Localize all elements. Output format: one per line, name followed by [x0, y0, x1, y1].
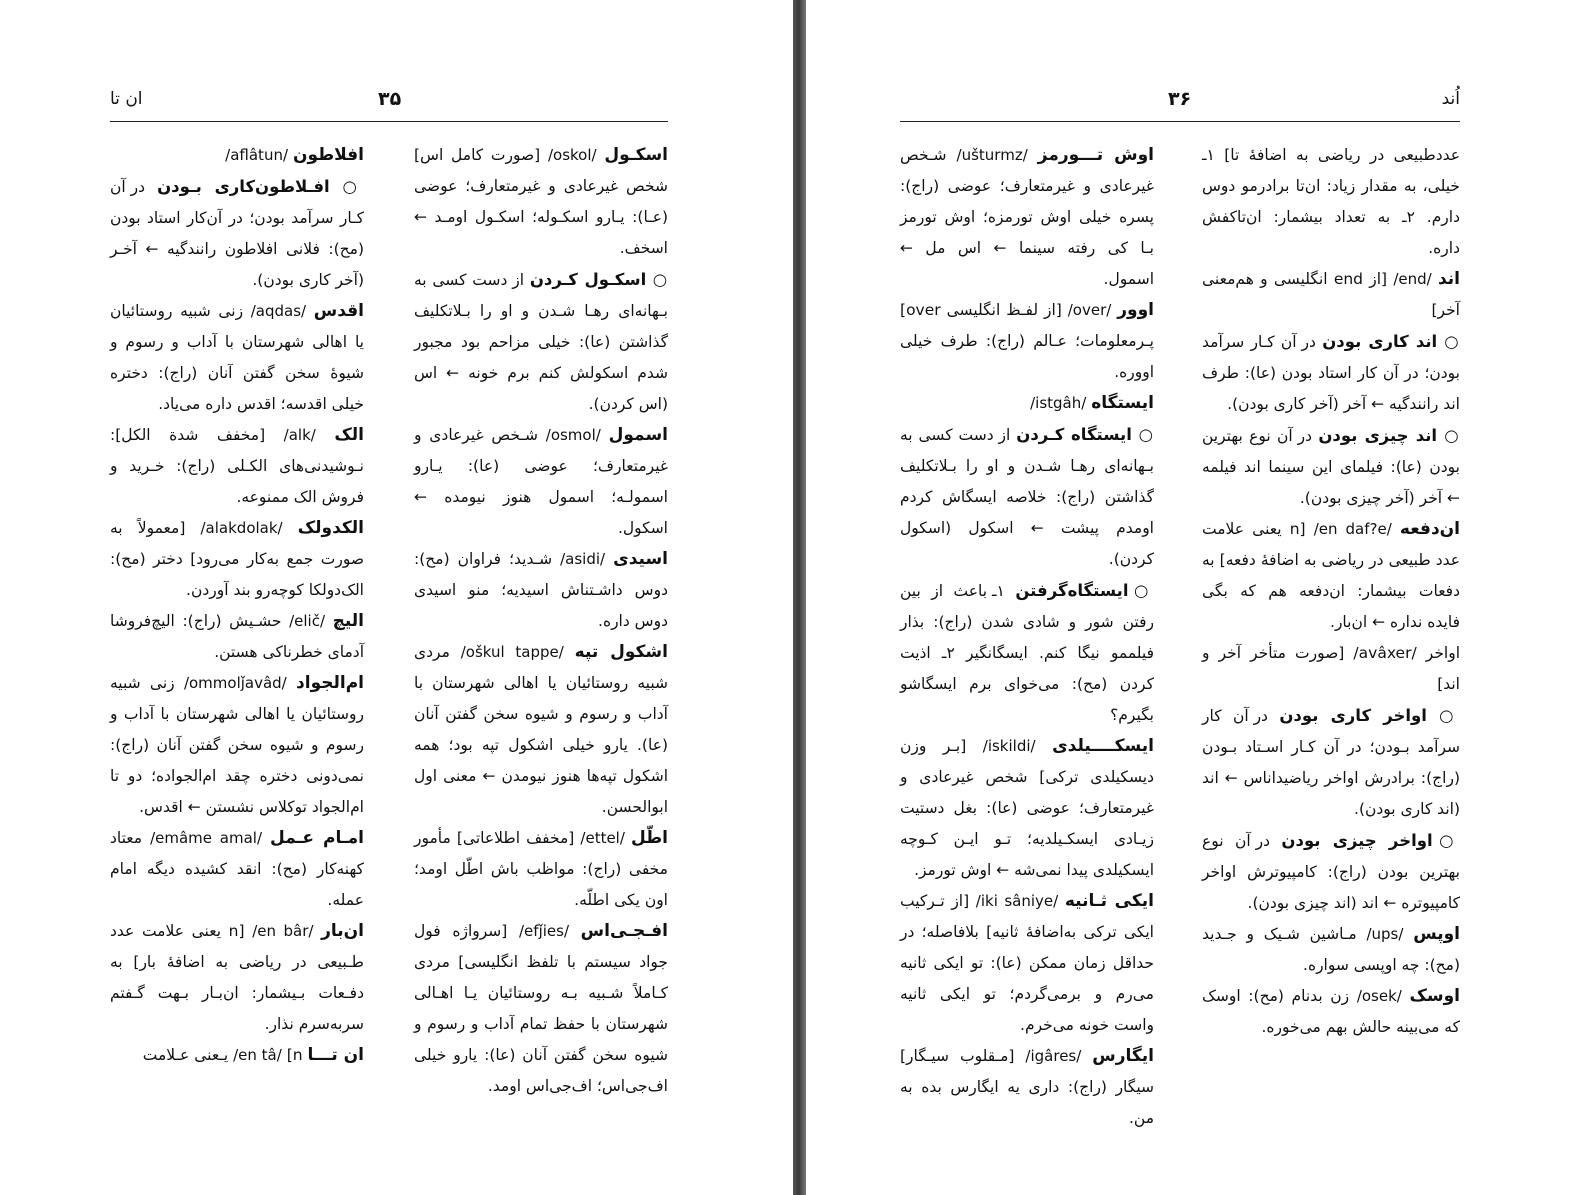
- entry-definition: [از تـرکیب ایکی ترکی به‌اضافهٔ ثانیه] بلافاصله؛ در حداقل زمان ممکن (عا): تو ایکی ثانیه می‌رم و برمی‌گردم؛ تو ایکی ثانیه واست خونه می‌خرم.: [900, 892, 1154, 1034]
- dictionary-entry: [414, 916, 668, 1102]
- dictionary-entry: [110, 668, 364, 823]
- entry-headword: الیچ: [332, 611, 364, 631]
- dictionary-entry: [110, 513, 364, 606]
- entry-transliteration: /elič/: [289, 612, 326, 630]
- entry-transliteration: /iki sâniye/: [975, 892, 1059, 910]
- entry-headword: اند: [1437, 269, 1460, 289]
- entry-definition: شـخص غیرعادی و غیرمتعارف؛ عوضی (عا): یـارو اسمولـه؛ اسمول هنوز نیومده ← اسکول.: [414, 426, 668, 537]
- left-page-header: [110, 84, 668, 114]
- entry-headword: ○ افـلاطون‌کاری بـودن: [157, 177, 365, 196]
- dictionary-entry: [1202, 700, 1460, 825]
- entry-definition: در آن کـار سرآمد بودن؛ در آن‌کار استاد بودن (مح): فلانی افلاطون رانندگیه ← آخـر (آخر کاری بودن).: [110, 178, 364, 289]
- entry-headword: ○ اواخر کاری بودن: [1279, 706, 1460, 725]
- entry-definition: اواخر /avâxer/ [صورت متأخر آخر و اند]: [1202, 644, 1461, 693]
- dictionary-entry: [900, 1041, 1154, 1134]
- dictionary-entry: [414, 544, 668, 637]
- entry-definition: در آن نوع بهترین بودن (عا): فیلمای این سینما اند فیلمه ← آخر (آخر چیزی بودن).: [1202, 427, 1460, 507]
- running-head-right: اُند: [1441, 89, 1460, 109]
- entry-definition: [بـر وزن دیسکیلدی ترکی] شخص غیرعادی و غیرمتعارف؛ عوضی (عا): بغل دستیت زیـادی ایسکـیلدیه؛ تـو ایـن کـوچه ایسکیلدی پیدا نمی‌شه ← اوش تورمز.: [900, 737, 1154, 879]
- entry-definition: [از لفـظ انگلیسی over] پـرمعلومات؛ عـالم (راج): طرف خیلی اووره.: [900, 301, 1154, 381]
- entry-definition: [صورت کامل اس] شخص غیرعادی و غیرمتعارف؛ عوضی (عـا): یـارو اسکـوله؛ اسکـول اومـد ← اسخف.: [414, 146, 668, 257]
- dictionary-entry: [110, 296, 364, 420]
- entry-headword: اوسک: [1409, 986, 1461, 1006]
- dictionary-entry: [900, 731, 1154, 886]
- entry-definition: معتاد کهنه‌کار (مح): انقد کشیده دیگه امام عمله.: [110, 829, 364, 909]
- entry-transliteration: /oskol/: [547, 146, 597, 164]
- dictionary-entry: [1202, 981, 1460, 1043]
- dictionary-entry: [900, 140, 1154, 295]
- entry-transliteration: /alakdolak/: [200, 519, 283, 537]
- entry-headword: امـام عـمل: [270, 828, 364, 848]
- dictionary-entry: [414, 140, 668, 264]
- page-number-35: ۳۵: [378, 88, 402, 110]
- dictionary-entry: [900, 419, 1154, 575]
- right-page-right-column: [1202, 140, 1460, 1070]
- entry-definition: از دست کسی به بـهانه‌ای رهـا شـدن و او را بـلاتکلیف گذاشتن (عا): خیلی مزاحم بود مجبور شدم اسکولش کنم برم خونه ← اس (اس کردن).: [414, 271, 668, 413]
- entry-transliteration: /asidi/: [560, 550, 606, 568]
- entry-definition: [سرواژه فول جواد سیستم با تلفظ انگلیسی] مردی کـاملاً شـبیه بـه روستائیان یـا اهـالی شهرستان با حفظ تمام آداب و رسوم و شیوه سخن گفتن آنان (عا): یارو خیلی اف‌جی‌اس؛ اف‌جی‌اس اومد.: [414, 922, 668, 1095]
- entry-transliteration: /osmol/: [545, 426, 601, 444]
- dictionary-entry: [110, 916, 364, 1040]
- entry-headword: ایگارس: [1092, 1046, 1154, 1066]
- entry-definition: شـدید؛ فراوان (مح): دوس داشـتناش اسیدیه؛ منو اسیدی دوس داره.: [414, 550, 668, 630]
- entry-transliteration: /ups/: [1366, 925, 1404, 943]
- dictionary-entry: [1202, 326, 1460, 420]
- entry-definition: [معمولاً به صورت جمع به‌کار می‌رود] دختر (مح): الک‌دولکا کوچه‌رو بند آوردن.: [110, 519, 364, 599]
- entry-headword: اشکول تپه: [574, 642, 668, 662]
- dictionary-entry: [110, 1040, 364, 1071]
- entry-headword: ان‌بار: [321, 921, 364, 941]
- entry-transliteration: /oškul tappe/: [460, 643, 564, 661]
- entry-headword: اوش تـــورمز: [1037, 145, 1154, 165]
- dictionary-entry: [414, 264, 668, 420]
- entry-headword: اوور: [1117, 300, 1154, 320]
- entry-headword: ○ ایستگاه کـردن: [1016, 425, 1154, 444]
- entry-transliteration: /en bâr/: [252, 922, 314, 940]
- entry-definition: [مخفف اطلاعاتی] مأمور مخفی (راج): مواظب باش اطّل اومد؛ اون یکی اطلّه.: [414, 829, 668, 909]
- entry-definition: مـاشین شـیک و جـدید (مح): چه اوپسی سواره.: [1202, 925, 1460, 974]
- entry-headword: ○اواخر چیزی بودن: [1281, 831, 1460, 850]
- entry-definition: شـخص غیرعادی و غیرمتعارف؛ عوضی (راج): پسره خیلی اوش تورمزه؛ اوش تورمز بـا کی رفته سینما ← اس مل ← اسمول.: [900, 146, 1154, 288]
- entry-definition: در آن کـار سرآمد بودن؛ در آن کار استاد بودن (عا): طرف اند رانندگیه ← آخر (آخر کاری بودن).: [1202, 333, 1460, 413]
- dictionary-entry: [1202, 140, 1460, 264]
- entry-transliteration: /aflâtun/: [225, 146, 289, 164]
- entry-definition: [مـقلوب سیـگار] سیگار (راج): داری یه ایگارس بده به من.: [900, 1047, 1154, 1127]
- entry-definition: ۱ـ باعث از بین رفتن شور و شادی شدن (راج): بذار فیلممو نیگا کنم. ایسگانگیر ۲ـ اذیت کردن (مح): می‌خوای برم ایسگاشو بگیرم؟: [900, 582, 1154, 724]
- dictionary-entry: [1202, 514, 1460, 638]
- dictionary-entry: [110, 606, 364, 668]
- header-rule-left: [110, 121, 668, 122]
- entry-headword: اطّل: [630, 828, 668, 848]
- entry-definition: عددطبیعی در ریاضی به اضافهٔ تا] ۱ـ خیلی، به مقدار زیاد: ان‌تا برادرمو دوس دارم. ۲ـ به تعداد بیشمار: ان‌تاکفش داره.: [1202, 146, 1460, 257]
- right-page: [806, 0, 1588, 1195]
- entry-transliteration: /ommolǰavâd/: [183, 674, 287, 692]
- entry-definition: در آن کار سرآمد بـودن؛ در آن کـار اسـتاد بـودن (راج): برادرش اواخر ریاضیداناس ← اند (اند کاری بودن).: [1202, 707, 1460, 818]
- left-page-right-column: [414, 140, 669, 1095]
- dictionary-entry: [1202, 919, 1460, 981]
- entry-headword: ○ اند کاری بودن: [1322, 332, 1460, 351]
- entry-headword: الکدولک: [297, 518, 364, 538]
- dictionary-entry: [900, 388, 1154, 419]
- dictionary-entry: [110, 171, 364, 296]
- entry-transliteration: /aqdas/: [250, 302, 307, 320]
- dictionary-entry: [414, 823, 668, 916]
- dictionary-entry: [900, 575, 1154, 731]
- entry-transliteration: /emâme amal/: [150, 829, 263, 847]
- entry-headword: ایکی ثـانیه: [1064, 891, 1154, 911]
- entry-definition: زن بدنام (مح): اوسک که می‌بینه حالش بهم می‌خوره.: [1202, 987, 1460, 1036]
- entry-transliteration: /en daf?e/: [1313, 520, 1392, 538]
- entry-headword: ایسکــــیلدی: [1052, 736, 1154, 756]
- dictionary-entry: [110, 823, 364, 916]
- entry-transliteration: /osek/: [1356, 987, 1402, 1005]
- entry-headword: اسمول: [608, 425, 668, 445]
- dictionary-entry: [1202, 264, 1460, 326]
- entry-definition: زنی شبیه روستائیان یا اهالی شهرستان با آداب و رسوم و شیوهٔ سخن گفتن آنان (راج): دختره خیلی اقدسه؛ اقدس داره می‌یاد.: [110, 302, 364, 413]
- entry-transliteration: /efǰies/: [519, 922, 569, 940]
- entry-transliteration: /iskildi/: [982, 737, 1036, 755]
- dictionary-entry: [414, 637, 668, 823]
- left-page-left-column: [110, 140, 364, 1070]
- entry-headword: ○ایستگاه‌گرفتن: [1015, 581, 1154, 600]
- entry-headword: الک: [334, 425, 364, 445]
- entry-headword: ○ اند چیزی بودن: [1318, 426, 1461, 445]
- entry-transliteration: /ettel/: [580, 829, 625, 847]
- dictionary-entry: [110, 420, 364, 513]
- entry-headword: اوپس: [1413, 924, 1460, 944]
- dictionary-entry: [900, 886, 1154, 1041]
- entry-headword: ○ اسکـول کـردن: [529, 270, 668, 289]
- entry-definition: در آن نوع بهترین بودن (راج): کامپیوترش اواخر کامپیوتره ← اند (اند چیزی بودن).: [1202, 832, 1460, 912]
- right-page-left-column: [900, 140, 1154, 1127]
- entry-headword: ان تـــا: [307, 1045, 364, 1065]
- left-page: [0, 0, 793, 1195]
- entry-definition: حشـیش (راج): الیچ‌فروشا آدمای خطرناکی هستن.: [110, 612, 364, 661]
- entry-headword: اسکـول: [604, 145, 668, 165]
- entry-transliteration: /istgâh/: [1030, 394, 1087, 412]
- entry-definition: [n یعنی علامت عدد طـبیعی در ریاضی به اضافهٔ بار] به دفـعات بـیشمار: ان‌بـار بـهت گـفتم سربه‌سرم نذار.: [110, 922, 364, 1033]
- entry-headword: افـجـی‌اس: [580, 921, 668, 941]
- dictionary-entry: [414, 420, 668, 544]
- page-number-36: ۳۶: [1168, 88, 1192, 110]
- dictionary-entry: [1202, 638, 1460, 700]
- entry-definition: مردی شبیه روستائیان یا اهالی شهرستان با آداب و رسوم و شیوه سخن گفتن آنان (عا). یارو خیلی اشکول تپه بود؛ همه اشکول تپه‌ها هنوز نیومدن ← معنی اول ابوالحسن.: [414, 643, 668, 816]
- entry-definition: از دست کسی به بـهانه‌ای رهـا شـدن و او را بـلاتکلیف گذاشتن (راج): خلاصه ایسگاش کردم اومدم پیشت ← اسکول (اسکول کردن).: [900, 426, 1154, 568]
- entry-definition: [از end انگلیسی و هم‌معنی آخر]: [1202, 270, 1460, 319]
- dictionary-entry: [1202, 420, 1460, 514]
- entry-headword: ان‌دفعه: [1399, 519, 1461, 539]
- dictionary-entry: [1202, 825, 1460, 919]
- header-rule-right: [900, 121, 1460, 122]
- entry-transliteration: /over/: [1067, 301, 1112, 319]
- running-head-left: ان تا: [110, 89, 143, 109]
- entry-headword: افلاطون: [292, 145, 364, 165]
- entry-headword: ام‌الجواد: [296, 673, 364, 693]
- entry-definition: [n یعنی علامت عدد طبیعی در ریاضی به اضافهٔ دفعه] به دفعات بیشمار: ان‌دفعه هم که بگی فایده نداره ← ان‌بار.: [1202, 520, 1460, 631]
- entry-transliteration: /ušturmz/: [956, 146, 1028, 164]
- entry-definition: زنی شبیه روستائیان یا اهالی شهرستان با آداب و رسوم و شیوه سخن گفتن آنان (راج): نمی‌دونی دختره چقد ام‌الجواده؛ دو تا ام‌الجواد توکلاس نشستن ← اقدس.: [110, 674, 364, 816]
- entry-headword: ایستگاه: [1091, 393, 1154, 413]
- entry-transliteration: /en tâ/: [233, 1046, 282, 1064]
- entry-definition: [مخفف شدة الکل]: نـوشیدنی‌های الکـلی (راج): خـرید و فروش الک ممنوعه.: [110, 426, 364, 506]
- entry-transliteration: /end/: [1393, 270, 1432, 288]
- entry-transliteration: /alk/: [283, 426, 316, 444]
- dictionary-entry: [110, 140, 364, 171]
- book-gutter: [793, 0, 806, 1195]
- entry-headword: اسیدی: [613, 549, 669, 569]
- right-page-header: [900, 84, 1460, 114]
- dictionary-entry: [900, 295, 1154, 388]
- entry-definition: [n یـعنی عـلامت: [142, 1046, 303, 1064]
- entry-headword: اقدس: [313, 301, 364, 321]
- entry-transliteration: /igâres/: [1025, 1047, 1082, 1065]
